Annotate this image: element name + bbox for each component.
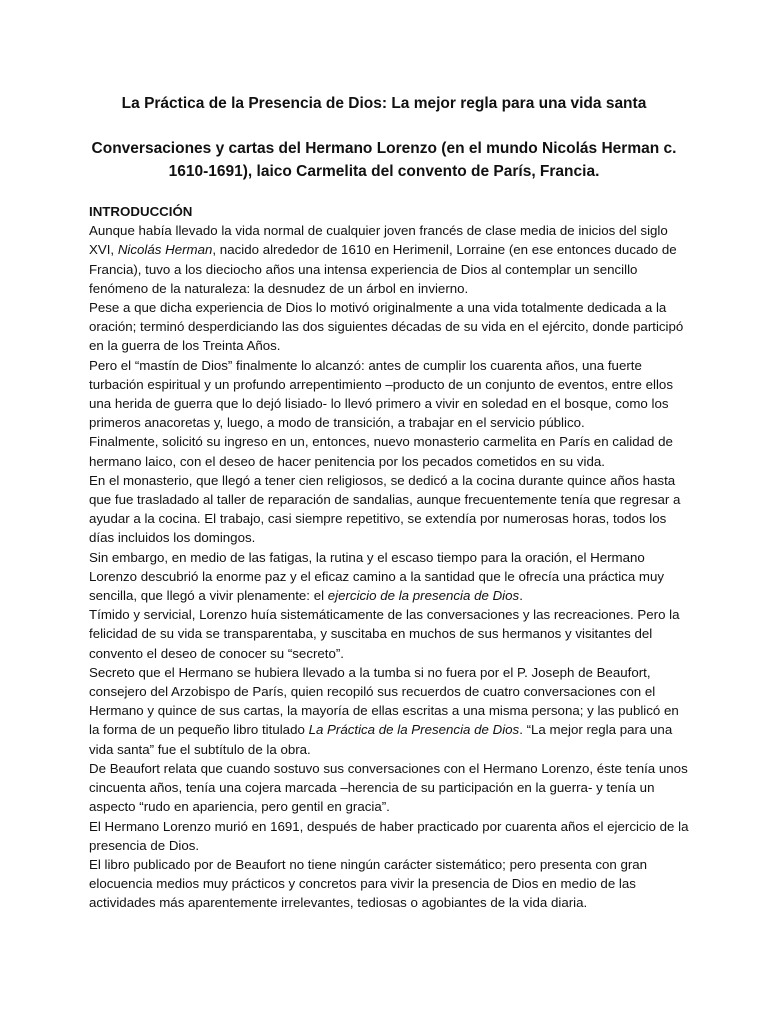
paragraph-11: El libro publicado por de Beaufort no tiene ningún carácter sistemático; pero presenta con gran elocuencia medios muy prácticos y concretos para vivir la presencia de Dios en medio de las actividades más aparentemente irrelevantes, tediosas o agobiantes de la vida diaria. xyxy=(89,856,648,911)
paragraph-8-text-c: . “La mejor regla para una vida santa” fue el subtítulo de la obra. xyxy=(89,722,673,757)
paragraph-6 xyxy=(89,548,689,606)
paragraph-6-text-a: Sin embargo, en medio de las fatigas, la rutina y el escaso tiempo para la oración, el Hermano Lorenzo descubrió la enorme paz y el eficaz camino a la santidad que le ofrecía una práctica muy sencilla, que llegó a vivir plenamente: el xyxy=(89,549,665,604)
section-heading: INTRODUCCIÓN xyxy=(89,204,193,219)
paragraph-1-text-a: Aunque había llevado la vida normal de cualquier joven francés de clase media de inicios del siglo XVI, xyxy=(89,223,668,258)
paragraph-1-italic: Nicolás Herman xyxy=(117,242,213,258)
paragraph-3: Pero el “mastín de Dios” finalmente lo alcanzó: antes de cumplir los cuarenta años, una fuerte turbación espiritual y un profundo arrepentimiento –producto de un conjunto de eventos, entre ellos una herida de guerra que lo dejó lisiado- lo llevó primero a vivir en soledad en el bosque, como los primeros anacoretas y, luego, a modo de transición, a trabajar en el servicio público. xyxy=(89,357,673,431)
paragraph-6-italic: ejercicio de la presencia de Dios xyxy=(327,588,520,604)
paragraph-1 xyxy=(89,221,689,298)
document-title: La Práctica de la Presencia de Dios: La mejor regla para una vida santa xyxy=(121,95,647,112)
document-subtitle: Conversaciones y cartas del Hermano Lorenzo (en el mundo Nicolás Herman c. 1610-1691), laico Carmelita del convento de París, Francia. xyxy=(91,140,677,180)
paragraph-4: Finalmente, solicitó su ingreso en un, entonces, nuevo monasterio carmelita en París en calidad de hermano laico, con el deseo de hacer penitencia por los pecados cometidos en su vida. xyxy=(89,434,673,469)
paragraph-7: Tímido y servicial, Lorenzo huía sistemáticamente de las conversaciones y las recreaciones. Pero la felicidad de su vida se transparentaba, y suscitaba en muchos de sus hermanos y visitantes del convento el deseo de conocer su “secreto”. xyxy=(89,607,680,661)
paragraph-2: Pese a que dicha experiencia de Dios lo motivó originalmente a una vida totalmente dedicada a la oración; terminó desperdiciando las dos siguientes décadas de su vida en el ejército, donde participó en la guerra de los Treinta Años. xyxy=(89,300,684,354)
paragraph-5: En el monasterio, que llegó a tener cien religiosos, se dedicó a la cocina durante quince años hasta que fue trasladado al taller de reparación de sandalias, aunque frecuentemente tenía que regresar a ayudar a la cocina. El trabajo, casi siempre repetitivo, se extendía por numerosas horas, todos los días incluidos los domingos. xyxy=(89,472,681,546)
paragraph-1-text-c: , nacido alrededor de 1610 en Herimenil, Lorraine (en ese entonces ducado de Francia), tuvo a los dieciocho años una intensa experiencia de Dios al contemplar un sencillo fenómeno de la naturaleza: la desnudez de un árbol en invierno. xyxy=(89,242,677,296)
paragraph-8-text-a: Secreto que el Hermano se hubiera llevado a la tumba si no fuera por el P. Joseph de Beaufort, consejero del Arzobispo de París, quien recopiló sus recuerdos de cuatro conversaciones con el Hermano y quince de sus cartas, la mayoría de ellas escritas a una misma persona; y las publicó en la forma de un pequeño libro titulado xyxy=(89,664,679,738)
paragraph-10: El Hermano Lorenzo murió en 1691, después de haber practicado por cuarenta años el ejercicio de la presencia de Dios. xyxy=(89,818,689,853)
paragraph-8 xyxy=(89,663,689,759)
paragraph-9: De Beaufort relata que cuando sostuvo sus conversaciones con el Hermano Lorenzo, éste tenía unos cincuenta años, tenía una cojera marcada –herencia de su participación en la guerra- y tenía un aspecto “rudo en apariencia, pero gentil en gracia”. xyxy=(89,760,688,815)
paragraph-8-italic: La Práctica de la Presencia de Dios xyxy=(308,722,520,738)
document-body xyxy=(89,202,689,913)
paragraph-6-text-c: . xyxy=(519,588,523,604)
